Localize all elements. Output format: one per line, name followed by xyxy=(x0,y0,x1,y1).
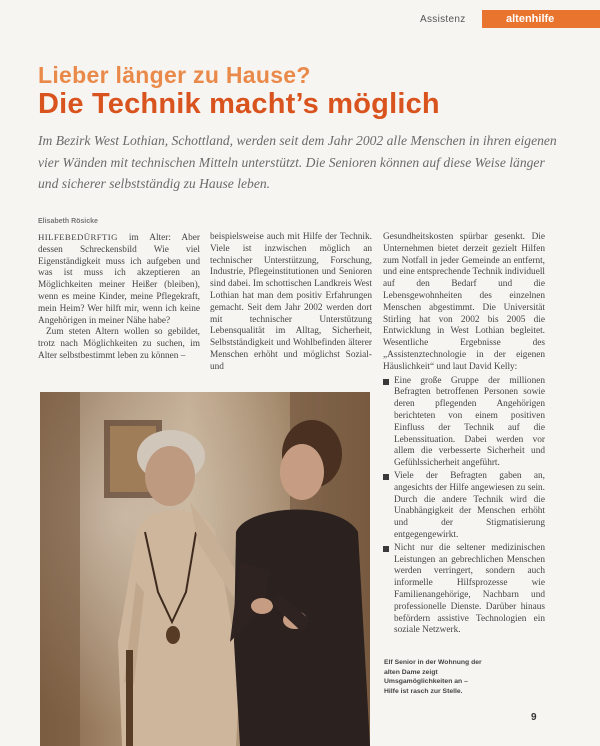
finding-item-1: Eine große Gruppe der millionen Befragten betroffenen Personen sowie deren pflegenden Angehörigen berichteten von einem positiven Einfluss der Technik auf die Lebenssituation. Dabei werden vor allem die verbesserte Sicherheit und Gefühlssicherheit angeführt. xyxy=(383,376,545,470)
article-kicker: Lieber länger zu Hause? xyxy=(38,62,311,88)
article-headline: Die Technik macht’s möglich xyxy=(38,88,440,120)
findings-list xyxy=(383,376,545,638)
text-column-2 xyxy=(210,232,372,374)
finding-item-2: Viele der Befragten gaben an, angesichts der Hilfe angewiesen zu sein. Durch die andere Technik wird die Unabhängigkeit der Menschen erhöht und der Stigmatisierung entgegengewirkt. xyxy=(383,471,545,542)
article-photo xyxy=(40,392,370,746)
header-section-tab: altenhilfe xyxy=(482,10,600,28)
photo-elderly-woman-with-helper xyxy=(40,392,370,746)
finding-item-3: Nicht nur die seltener medizinischen Leistungen an gebrechlichen Menschen werden verringert, sondern auch informelle Hilfsprozesse wie Familienangehörige, Nachbarn und professionelle Dienste. Darüber hinaus befördern assistive Technologien ein soziale Netzwerk. xyxy=(383,543,545,637)
column-1-lead-word: HILFEBEDÜRFTIG xyxy=(38,232,118,242)
page-number: 9 xyxy=(531,712,537,723)
text-column-3 xyxy=(383,232,545,638)
article-author: Elisabeth Rösicke xyxy=(38,218,98,225)
article-lead: Im Bezirk West Lothian, Schottland, werden seit dem Jahr 2002 alle Menschen in ihren eigenen vier Wänden mit technischen Mitteln unterstützt. Die Senioren können auf diese Weise länger und sicherer selbstständig zu Hause leben. xyxy=(38,133,557,191)
text-column-1 xyxy=(38,232,200,363)
column-2-paragraph-1: beispielsweise auch mit Hilfe der Technik. Viele ist inzwischen möglich an technischer Unterstützung, Forschung, Industrie, Pflegeinstitutionen und Senioren sind dabei. Im schottischen Landkreis West Lothian hat man dem positiv Erfahrungen gemacht. Seit dem Jahr 2002 werden dort mit technischer Unterstützung Lebensqualität im Alltag, Sicherheit, Selbstständigkeit und Wohlbefinden älterer Menschen erhöht und möglichst Sozial- und xyxy=(210,232,372,372)
column-1-lead-rest: im Alter: Aber dessen Schreckensbild Wie viel Eigenständigkeit muss ich aufgeben und was ist muss ich akzeptieren an Möglichkeiten meiner Heißer (bleiben), wenn es meine Kinder, meine Pflegekraft, mein Heim? Wer hilft mir, wenn ich keine Angehörigen in meiner Nähe habe? xyxy=(38,233,200,326)
column-1-paragraph-2: Zum steten Altern wollen so gebildet, trotz nach Möglichkeiten zu suchen, im Alter selbstbestimmt leben zu können – xyxy=(38,327,200,361)
header-rubric: Assistenz xyxy=(420,14,466,25)
column-1-paragraph-1 xyxy=(38,232,200,327)
photo-caption: Elf Senior in der Wohnung der alten Dame zeigt Umsgamöglichkeiten an – Hilfe ist rasch zur Stelle. xyxy=(384,659,482,695)
column-3-paragraph-1: Gesundheitskosten spürbar gesenkt. Die Unternehmen bietet derzeit gezielt Hilfen zum Notfall in jeder Gemeinde an entfernt, und eine entsprechende Technik individuell auf den Bedarf und die Lebensgewohnheiten des einzelnen Menschen abgestimmt. Die Universität Stirling hat von 2002 bis 2005 die Entwicklung in West Lothian begleitet. Wesentliche Ergebnisse des „Assistenztechnologie in der eigenen Häuslichkeit“ und laut David Kelly: xyxy=(383,232,545,372)
